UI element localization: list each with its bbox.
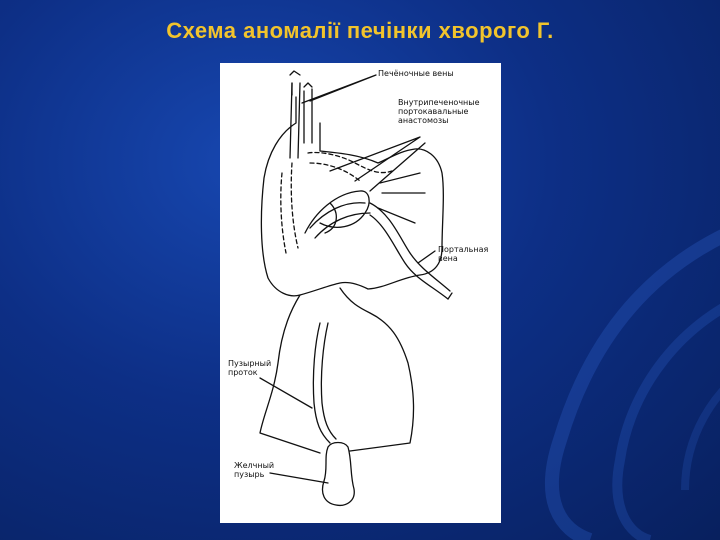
background-swoosh-decoration xyxy=(500,200,720,540)
cystic-duct xyxy=(313,323,336,443)
hepatic-vein-left xyxy=(290,83,300,158)
gallbladder xyxy=(323,443,355,506)
leader-anastomoses xyxy=(330,137,425,191)
hepatic-vein-right xyxy=(304,89,312,143)
anastomosis-tangle xyxy=(305,191,370,238)
diagram-drawing xyxy=(220,63,501,523)
leader-hepatic-veins xyxy=(302,75,376,103)
label-portal-vein: Портальная вена xyxy=(438,245,489,263)
leader-gallbladder xyxy=(270,473,328,483)
label-gallbladder: Желчный пузырь xyxy=(234,461,275,479)
slide-title: Схема аномалії печінки хворого Г. xyxy=(166,18,554,43)
liver-anomaly-diagram xyxy=(220,63,501,523)
dashed-vessel-1 xyxy=(281,173,286,253)
dashed-vessel-4 xyxy=(310,163,360,181)
label-intrahepatic-anastomoses: Внутрипеченочные портокавальные анастомозы xyxy=(398,98,480,125)
leader-portal-vein xyxy=(418,251,435,263)
label-cystic-duct: Пузырный проток xyxy=(228,359,272,377)
label-hepatic-veins: Печёночные вены xyxy=(378,69,454,78)
dashed-vessel-2 xyxy=(291,163,298,248)
lower-organ-outline xyxy=(260,288,414,453)
